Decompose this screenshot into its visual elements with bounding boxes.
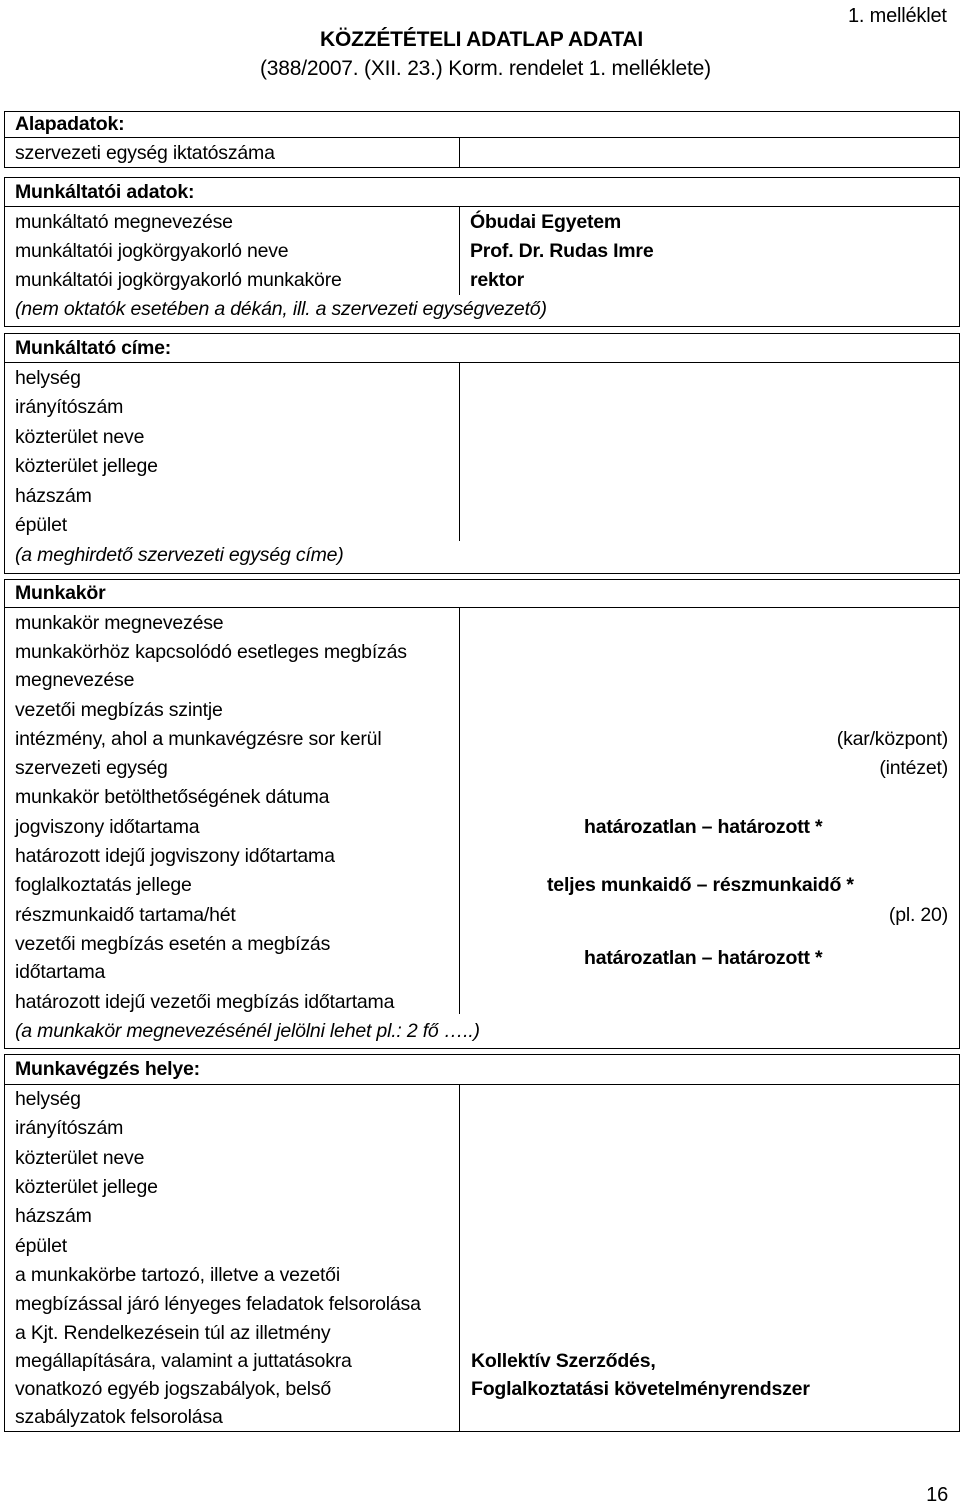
hely-kozterulet-jellege-label: közterület jellege	[15, 1176, 158, 1198]
jogkorgyakorlo-label: munkáltatói jogkörgyakorló neve	[15, 240, 289, 262]
divider	[4, 206, 960, 207]
munkaltato-megnevezes-label: munkáltató megnevezése	[15, 211, 233, 233]
hely-hazszam-label: házszám	[15, 1205, 92, 1227]
munkaltatoi-heading: Munkáltatói adatok:	[15, 181, 195, 203]
divider	[459, 137, 460, 168]
hatarozott-vezetoi-label: határozott idejű vezetői megbízás időtartama	[15, 991, 395, 1013]
kjt-label-line2: megállapítására, valamint a juttatásokra	[15, 1350, 352, 1372]
iktatoszam-label: szervezeti egység iktatószáma	[15, 142, 275, 164]
jogviszony-label: jogviszony időtartama	[15, 816, 200, 838]
cim-hazszam-label: házszám	[15, 485, 92, 507]
jogkorgyakorlo-munkakor-label: munkáltatói jogkörgyakorló munkaköre	[15, 269, 342, 291]
document-subtitle: (388/2007. (XII. 23.) Korm. rendelet 1. melléklete)	[260, 57, 711, 80]
megbizas-label-line1: munkakörhöz kapcsolódó esetleges megbízás	[15, 641, 407, 663]
feladatok-label-line1: a munkakörbe tartozó, illetve a vezetői	[15, 1264, 340, 1286]
kjt-label-line1: a Kjt. Rendelkezésein túl az illetmény	[15, 1322, 331, 1344]
reszmunkaido-label: részmunkaidő tartama/hét	[15, 904, 236, 926]
munkavegzes-heading: Munkavégzés helye:	[15, 1058, 200, 1080]
jogviszony-value: határozatlan – határozott *	[584, 816, 823, 838]
cim-iranyitoszam-label: irányítószám	[15, 396, 124, 418]
kjt-label-line4: szabályzatok felsorolása	[15, 1406, 223, 1428]
annex-label: 1. melléklet	[848, 5, 947, 27]
hely-helyseg-label: helység	[15, 1088, 81, 1110]
divider	[4, 362, 960, 363]
megbizas-label-line2: megnevezése	[15, 669, 135, 691]
document-title: KÖZZÉTÉTELI ADATLAP ADATAI	[320, 28, 643, 51]
munkaltato-megnevezes-value: Óbudai Egyetem	[470, 211, 622, 233]
munkakor-heading: Munkakör	[15, 582, 106, 604]
vezetoi-idotartam-label-line1: vezetői megbízás esetén a megbízás	[15, 933, 331, 955]
reszmunkaido-value: (pl. 20)	[888, 904, 948, 926]
hatarozott-jogviszony-label: határozott idejű jogviszony időtartama	[15, 845, 335, 867]
cim-epulet-label: épület	[15, 514, 67, 536]
cim-kozterulet-jellege-label: közterület jellege	[15, 455, 158, 477]
intezmeny-label: intézmény, ahol a munkavégzésre sor kerül	[15, 728, 382, 750]
alapadatok-heading: Alapadatok:	[15, 113, 125, 135]
kjt-value-line2: Foglalkoztatási követelményrendszer	[471, 1378, 810, 1400]
divider	[4, 607, 960, 608]
munkavegzes-table	[4, 1054, 960, 1432]
jogkorgyakorlo-munkakor-value: rektor	[470, 269, 525, 291]
vezetoi-idotartam-value: határozatlan – határozott *	[584, 947, 823, 969]
divider	[459, 206, 460, 295]
hely-iranyitoszam-label: irányítószám	[15, 1117, 124, 1139]
munkaltatoi-note: (nem oktatók esetében a dékán, ill. a szervezeti egységvezető)	[15, 298, 547, 320]
page-number: 16	[926, 1484, 948, 1506]
jogkorgyakorlo-value: Prof. Dr. Rudas Imre	[470, 240, 654, 262]
divider	[459, 607, 460, 1014]
foglalkoztatas-value: teljes munkaidő – részmunkaidő *	[547, 874, 854, 896]
hely-epulet-label: épület	[15, 1235, 67, 1257]
szervezeti-egyseg-label: szervezeti egység	[15, 757, 168, 779]
datum-label: munkakör betölthetőségének dátuma	[15, 786, 330, 808]
intezmeny-value: (kar/központ)	[836, 728, 948, 750]
divider	[459, 362, 460, 541]
szervezeti-egyseg-value: (intézet)	[879, 757, 948, 779]
kjt-value-line1: Kollektív Szerződés,	[471, 1350, 656, 1372]
munkaltato-cime-heading: Munkáltató címe:	[15, 337, 172, 359]
munkaltato-cime-note: (a meghirdető szervezeti egység címe)	[15, 544, 344, 566]
hely-kozterulet-neve-label: közterület neve	[15, 1147, 145, 1169]
cim-kozterulet-neve-label: közterület neve	[15, 426, 145, 448]
divider	[4, 137, 960, 138]
kjt-label-line3: vonatkozó egyéb jogszabályok, belső	[15, 1378, 332, 1400]
vezetoi-idotartam-label-line2: időtartama	[15, 961, 106, 983]
divider	[4, 1084, 960, 1085]
munkakor-megnevezes-label: munkakör megnevezése	[15, 612, 224, 634]
vezetoi-szint-label: vezetői megbízás szintje	[15, 699, 223, 721]
munkakor-note: (a munkakör megnevezésénél jelölni lehet pl.: 2 fő …..)	[15, 1020, 480, 1042]
cim-helyseg-label: helység	[15, 367, 81, 389]
divider	[459, 1084, 460, 1432]
feladatok-label-line2: megbízással járó lényeges feladatok felsorolása	[15, 1293, 421, 1315]
foglalkoztatas-label: foglalkoztatás jellege	[15, 874, 192, 896]
